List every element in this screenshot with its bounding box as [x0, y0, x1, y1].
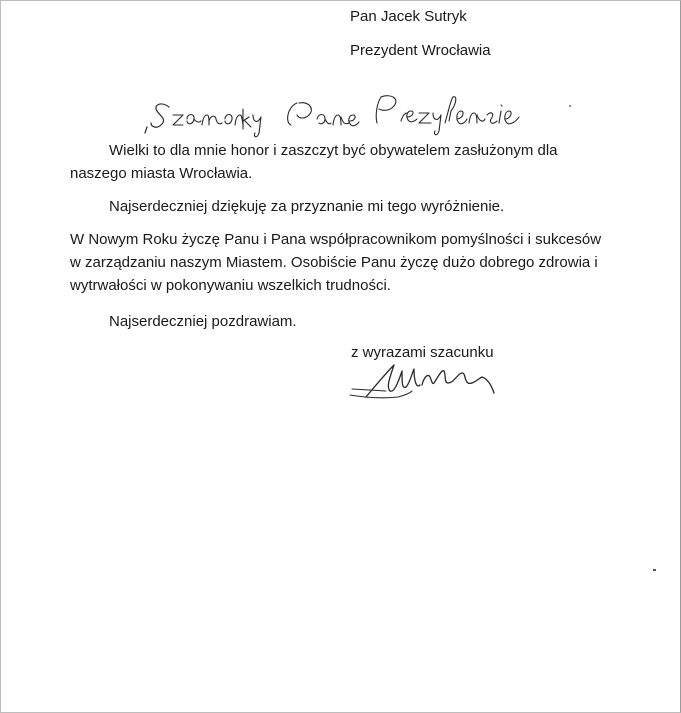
signature [346, 359, 501, 407]
closing-text: z wyrazami szacunku [351, 344, 494, 361]
paragraph-line: Wielki to dla mnie honor i zaszczyt być obywatelem zasłużonym dla [109, 142, 558, 159]
paragraph-line: naszego miasta Wrocławia. [70, 165, 253, 182]
paragraph-line: w zarządzaniu naszym Miastem. Osobiście Panu życzę dużo dobrego zdrowia i [70, 254, 598, 271]
paragraph-line: Najserdeczniej pozdrawiam. [109, 313, 297, 330]
recipient-name: Pan Jacek Sutryk [350, 8, 467, 25]
recipient-title: Prezydent Wrocławia [350, 42, 491, 59]
paragraph-line: wytrwałości w pokonywaniu wszelkich trudności. [70, 277, 391, 294]
paragraph-line: Najserdeczniej dziękuję za przyznanie mi tego wyróżnienie. [109, 198, 505, 215]
speck-mark [653, 569, 656, 571]
handwritten-salutation [139, 89, 539, 139]
speck-mark [569, 105, 571, 107]
paragraph-line: W Nowym Roku życzę Panu i Pana współpracownikom pomyślności i sukcesów [70, 231, 602, 248]
